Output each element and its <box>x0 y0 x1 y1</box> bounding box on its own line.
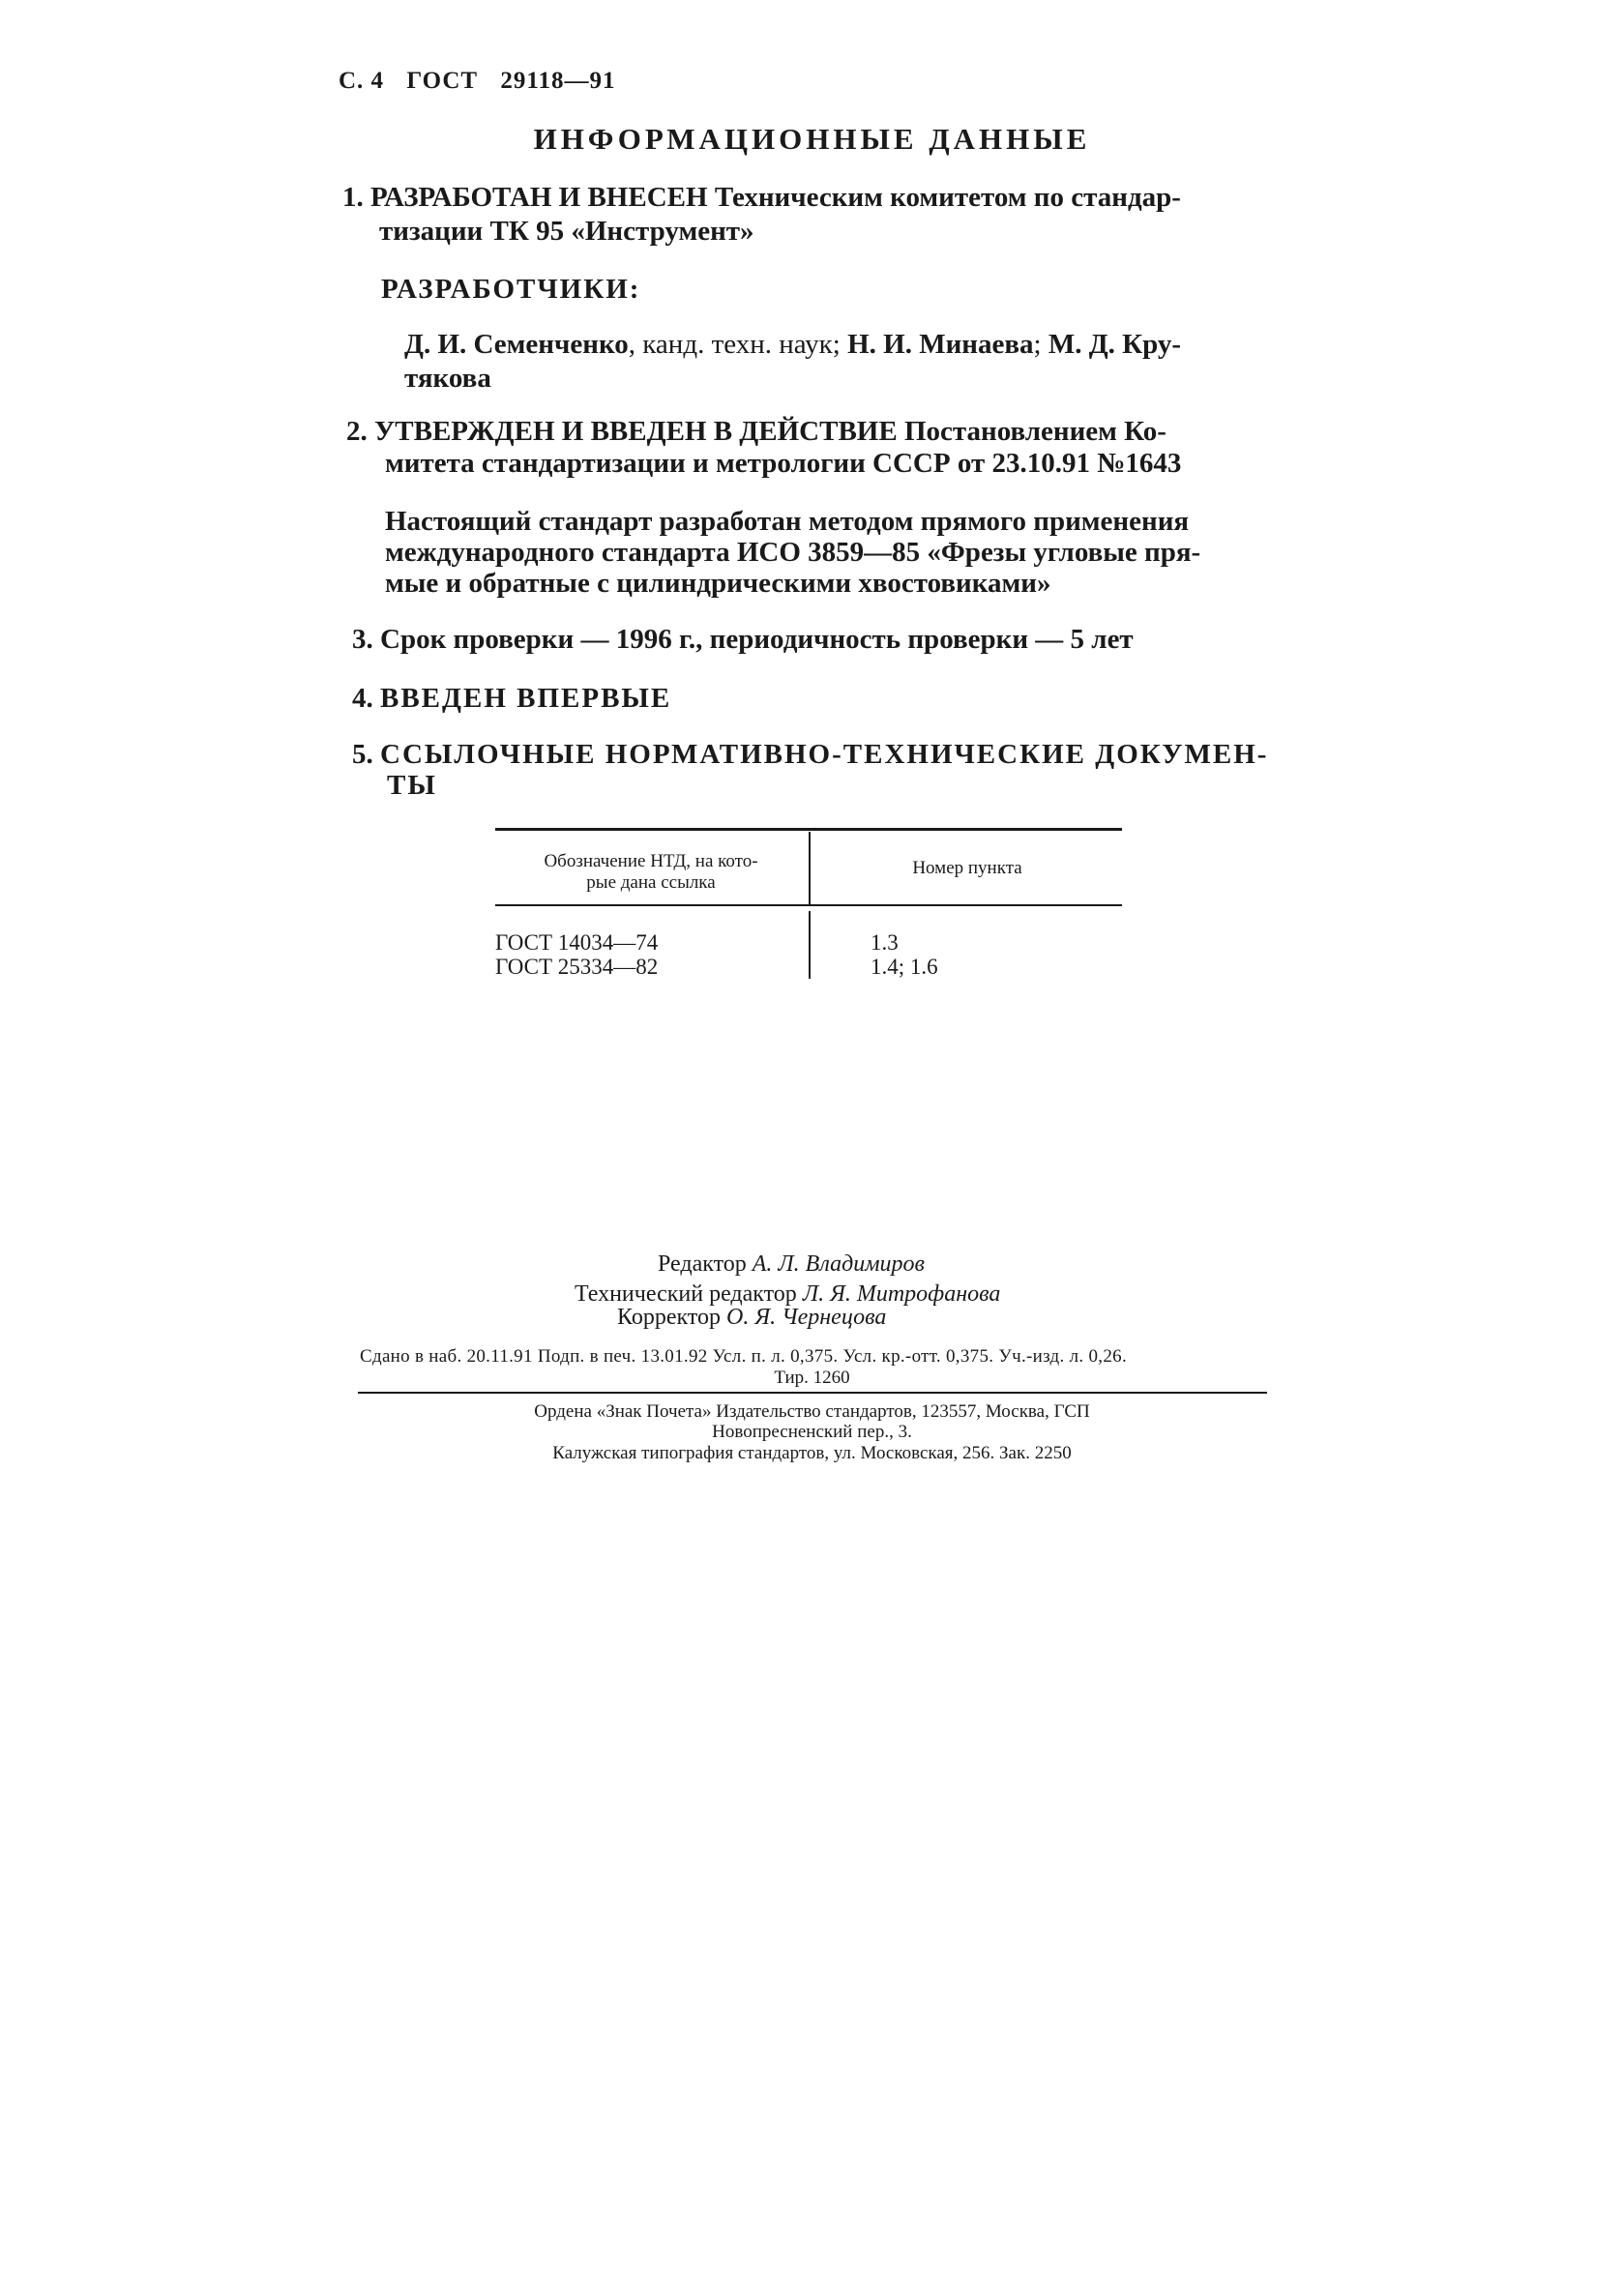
table-body-divider <box>809 911 811 979</box>
tech-editor-label: Технический редактор <box>575 1281 797 1307</box>
imprint-rule <box>358 1392 1267 1394</box>
page-number: С. 4 <box>339 68 385 94</box>
table-col2-header: Номер пункта <box>912 858 1022 878</box>
page-title: ИНФОРМАЦИОННЫЕ ДАННЫЕ <box>533 122 1091 156</box>
item-1-line-1 <box>342 182 1181 214</box>
developer-name-2: Н. И. Минаева <box>847 329 1034 360</box>
item-1-bold: РАЗРАБОТАН И ВНЕСЕН <box>370 182 708 213</box>
page-header <box>339 68 631 95</box>
header-standard: ГОСТ <box>406 68 479 94</box>
imprint-corrector <box>617 1305 886 1331</box>
item-4-number: 4. <box>352 683 373 714</box>
item-2-note-line-3: мые и обратные с цилиндрическими хвостовиками» <box>385 568 1051 599</box>
developer-name-1: Д. И. Семенченко <box>404 329 629 360</box>
developers-line-2: тякова <box>404 363 491 394</box>
editor-label: Редактор <box>658 1251 747 1277</box>
item-2-note-line-1: Настоящий стандарт разработан методом прямого применения <box>385 506 1190 537</box>
table-cell-doc: ГОСТ 25334—82 <box>495 955 659 979</box>
item-2-note-line-2: международного стандарта ИСО 3859—85 «Фрезы угловые пря- <box>385 537 1201 568</box>
item-2-text: Постановлением Ко- <box>903 416 1166 447</box>
item-4-text: ВВЕДЕН ВПЕРВЫЕ <box>380 683 672 714</box>
imprint-tech-editor <box>575 1281 1000 1308</box>
table-header-rule <box>495 904 1122 906</box>
item-5-line-2: ТЫ <box>387 770 437 801</box>
item-1-text: Техническим комитетом по стандар- <box>714 182 1181 213</box>
corrector-label: Корректор <box>617 1305 721 1330</box>
tech-editor-name: Л. Я. Митрофанова <box>802 1281 1001 1307</box>
item-3-number: 3. <box>352 624 373 655</box>
table-col1-header-line-2: рые дана ссылка <box>586 872 716 893</box>
item-3-text: Срок проверки — 1996 г., периодичность проверки — 5 лет <box>380 624 1134 655</box>
imprint-editor <box>658 1251 925 1278</box>
table-top-rule <box>495 828 1122 831</box>
developers-line-1 <box>404 329 1181 361</box>
item-4 <box>352 683 671 715</box>
item-2-line-1 <box>346 416 1166 448</box>
publisher-line-3: Калужская типография стандартов, ул. Московская, 256. Зак. 2250 <box>552 1443 1072 1463</box>
table-cell-clause: 1.3 <box>871 930 899 955</box>
header-standard-number: 29118—91 <box>500 68 616 94</box>
table-col1-header-line-1: Обозначение НТД, на кото- <box>544 851 758 871</box>
corrector-name: О. Я. Чернецова <box>725 1305 887 1330</box>
item-5-text: ССЫЛОЧНЫЕ НОРМАТИВНО-ТЕХНИЧЕСКИЕ ДОКУМЕН- <box>380 739 1269 770</box>
print-info-line-1: Сдано в наб. 20.11.91 Подп. в печ. 13.01.92 Усл. п. л. 0,375. Усл. кр.-отт. 0,375. Уч.-изд. л. 0,26. <box>360 1346 1128 1367</box>
item-3 <box>352 624 1134 656</box>
item-2-bold: УТВЕРЖДЕН И ВВЕДЕН В ДЕЙСТВИЕ <box>374 416 898 447</box>
item-2-number: 2. <box>346 416 368 447</box>
table-cell-clause: 1.4; 1.6 <box>871 955 938 979</box>
developer-name-3: М. Д. Кру- <box>1048 329 1182 360</box>
publisher-line-2: Новопресненский пер., 3. <box>712 1422 912 1442</box>
table-col1-header <box>495 851 807 894</box>
item-1-line-2: тизации ТК 95 «Инструмент» <box>379 216 754 247</box>
editor-name: А. Л. Владимиров <box>752 1251 925 1277</box>
table-header-divider <box>809 832 811 904</box>
item-1-number: 1. <box>342 182 364 213</box>
developer-degree-1: , канд. техн. наук; <box>628 329 841 360</box>
item-5-number: 5. <box>352 739 373 770</box>
developer-sep-2: ; <box>1033 329 1042 360</box>
table-cell-doc: ГОСТ 14034—74 <box>495 930 659 955</box>
item-2-line-2: митета стандартизации и метрологии СССР от 23.10.91 №1643 <box>385 448 1182 479</box>
publisher-line-1: Ордена «Знак Почета» Издательство стандартов, 123557, Москва, ГСП <box>534 1401 1090 1422</box>
print-info-line-2: Тир. 1260 <box>774 1368 850 1388</box>
developers-heading: РАЗРАБОТЧИКИ: <box>381 274 641 305</box>
item-5-line-1 <box>352 739 1268 771</box>
